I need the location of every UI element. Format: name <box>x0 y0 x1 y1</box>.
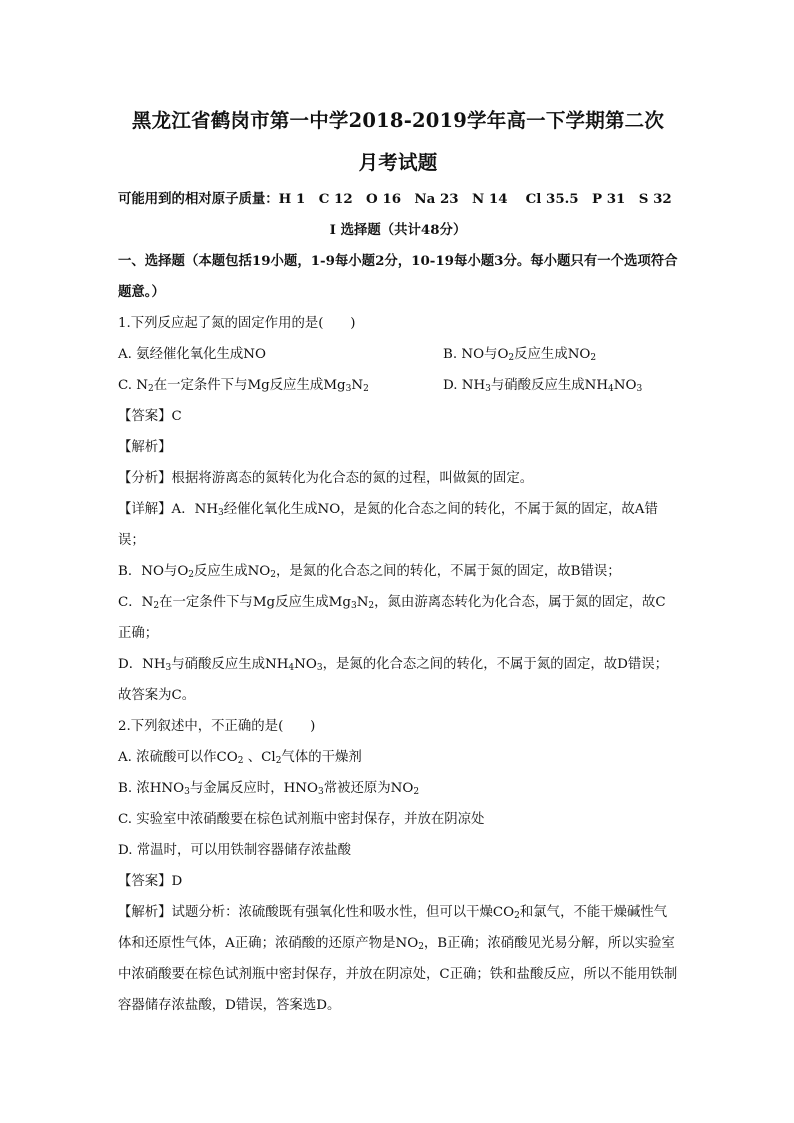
title-line-2: 月考试题 <box>358 151 438 174</box>
q1-analysis-label: 【解析】 <box>118 440 172 455</box>
q1-options-row-2 <box>118 370 678 401</box>
q2-option-a: A. 浓硫酸可以作$CO_2$ 、$Cl_2$气体的干燥剂 <box>118 750 362 766</box>
q1-detail-a: 【详解】A．$NH_3$经催化氧化生成NO，是氮的化合态之间的转化，不属于氮的固定，故A错误； <box>118 502 658 548</box>
q1-options-row-1 <box>118 339 678 370</box>
q1-option-b: B. NO与$O_2$反应生成$NO_2$ <box>443 347 597 363</box>
document-page <box>118 100 678 1021</box>
q2-option-d: D. 常温时，可以用铁制容器储存浓盐酸 <box>118 843 352 858</box>
q1-conclusion: 故答案为C。 <box>118 688 196 703</box>
q1-option-d: D. $NH_3$与硝酸反应生成$NH_4NO_3$ <box>443 378 643 394</box>
q2-option-b: B. 浓$HNO_3$与金属反应时，$HNO_3$常被还原为$NO_2$ <box>118 781 420 797</box>
q1-option-c: C. $N_2$在一定条件下与Mg反应生成$Mg_3N_2$ <box>118 378 369 394</box>
q1-detail-d: D．$NH_3$与硝酸反应生成$NH_4NO_3$，是氮的化合态之间的转化，不属于氮的固定，故D错误； <box>118 657 669 673</box>
q1-option-a: A. 氨经催化氧化生成NO <box>118 347 267 362</box>
q2-option-c: C. 实验室中浓硝酸要在棕色试剂瓶中密封保存，并放在阴凉处 <box>118 812 485 827</box>
title-line-1: 黑龙江省鹤岗市第一中学2018-2019学年高一下学期第二次 <box>131 109 665 132</box>
q1-detail-b: B．NO与$O_2$反应生成$NO_2$，是氮的化合态之间的转化，不属于氮的固定，故B错误； <box>118 564 621 580</box>
q1-detail-c: C．$N_2$在一定条件下与Mg反应生成$Mg_3N_2$，氮由游离态转化为化合态，属于氮的固定，故C正确； <box>118 595 666 641</box>
q1-fenxi: 【分析】根据将游离态的氮转化为化合态的氮的过程，叫做氮的固定。 <box>118 471 534 486</box>
q1-answer: 【答案】C <box>118 409 182 424</box>
q2-analysis: 【解析】试题分析：浓硫酸既有强氧化性和吸水性，但可以干燥$CO_2$和氯气，不能干燥碱性气体和还原性气体，A正确；浓硝酸的还原产物是$NO_2$，B正确；浓硝酸见光易分解，所以实验室中浓硝酸要在棕色试剂瓶中密封保存，并放在阴凉处，C正确；铁和盐酸反应，所以不能用铁制容器储存浓盐酸，D错误，答案选D。 <box>118 905 678 1013</box>
q2-answer: 【答案】D <box>118 874 183 889</box>
part1-intro: 一、选择题（本题包括19小题，1-9每小题2分，10-19每小题3分。每小题只有一个选项符合题意。） <box>118 253 678 300</box>
section-heading: I 选择题（共计48分） <box>329 222 467 238</box>
atomic-masses-note: 可能用到的相对原子质量：H 1 C 12 O 16 Na 23 N 14 Cl 35.5 P 31 S 32 <box>118 191 672 207</box>
q1-stem: 1.下列反应起了氮的固定作用的是( ) <box>118 316 356 331</box>
q2-stem: 2.下列叙述中，不正确的是( ) <box>118 719 316 734</box>
